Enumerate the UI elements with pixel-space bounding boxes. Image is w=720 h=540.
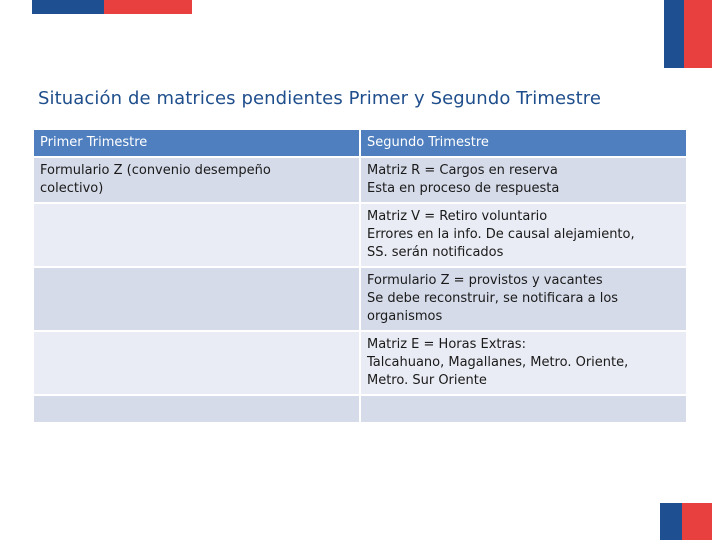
table-cell <box>34 158 359 202</box>
table-row <box>34 332 686 394</box>
table-cell <box>361 268 686 330</box>
cell-line: Matriz R = Cargos en reserva <box>366 163 558 178</box>
matrices-table <box>32 128 688 424</box>
flag-red-stripe <box>682 503 712 540</box>
table-cell <box>34 204 359 266</box>
flag-red-stripe <box>684 0 712 68</box>
cell-line: Se debe reconstruir, se notificara a los <box>366 291 619 306</box>
header-primer-trimestre: Primer Trimestre <box>34 130 359 156</box>
table-row <box>34 204 686 266</box>
flag-logo-bottom <box>660 503 712 540</box>
table-cell <box>361 204 686 266</box>
table-cell <box>361 332 686 394</box>
flag-blue-stripe <box>664 0 684 68</box>
brand-bar-red <box>104 0 192 14</box>
table-cell <box>34 332 359 394</box>
slide-title: Situación de matrices pendientes Primer y Segundo Trimestre <box>38 88 602 109</box>
cell-line: SS. serán notificados <box>366 245 504 260</box>
cell-line: organismos <box>366 309 443 324</box>
table-cell <box>361 158 686 202</box>
cell-line: Formulario Z = provistos y vacantes <box>366 273 603 288</box>
brand-bar-blue <box>32 0 104 14</box>
table-cell <box>361 396 686 422</box>
top-brand-bar <box>32 0 192 14</box>
flag-logo-top <box>664 0 712 68</box>
table-row <box>34 396 686 422</box>
cell-line: Metro. Sur Oriente <box>366 373 487 388</box>
table-cell <box>34 396 359 422</box>
cell-line: Formulario Z (convenio desempeño <box>40 163 271 178</box>
cell-line: Matriz V = Retiro voluntario <box>366 209 548 224</box>
table-cell <box>34 268 359 330</box>
cell-line: colectivo) <box>40 181 104 196</box>
flag-blue-stripe <box>660 503 682 540</box>
table-header-row <box>34 130 686 156</box>
cell-line: Matriz E = Horas Extras: <box>366 337 526 352</box>
cell-line: Esta en proceso de respuesta <box>366 181 560 196</box>
table-row <box>34 268 686 330</box>
cell-line: Talcahuano, Magallanes, Metro. Oriente, <box>366 355 629 370</box>
cell-line: Errores en la info. De causal alejamiento, <box>366 227 635 242</box>
header-segundo-trimestre: Segundo Trimestre <box>361 130 686 156</box>
table-row <box>34 158 686 202</box>
